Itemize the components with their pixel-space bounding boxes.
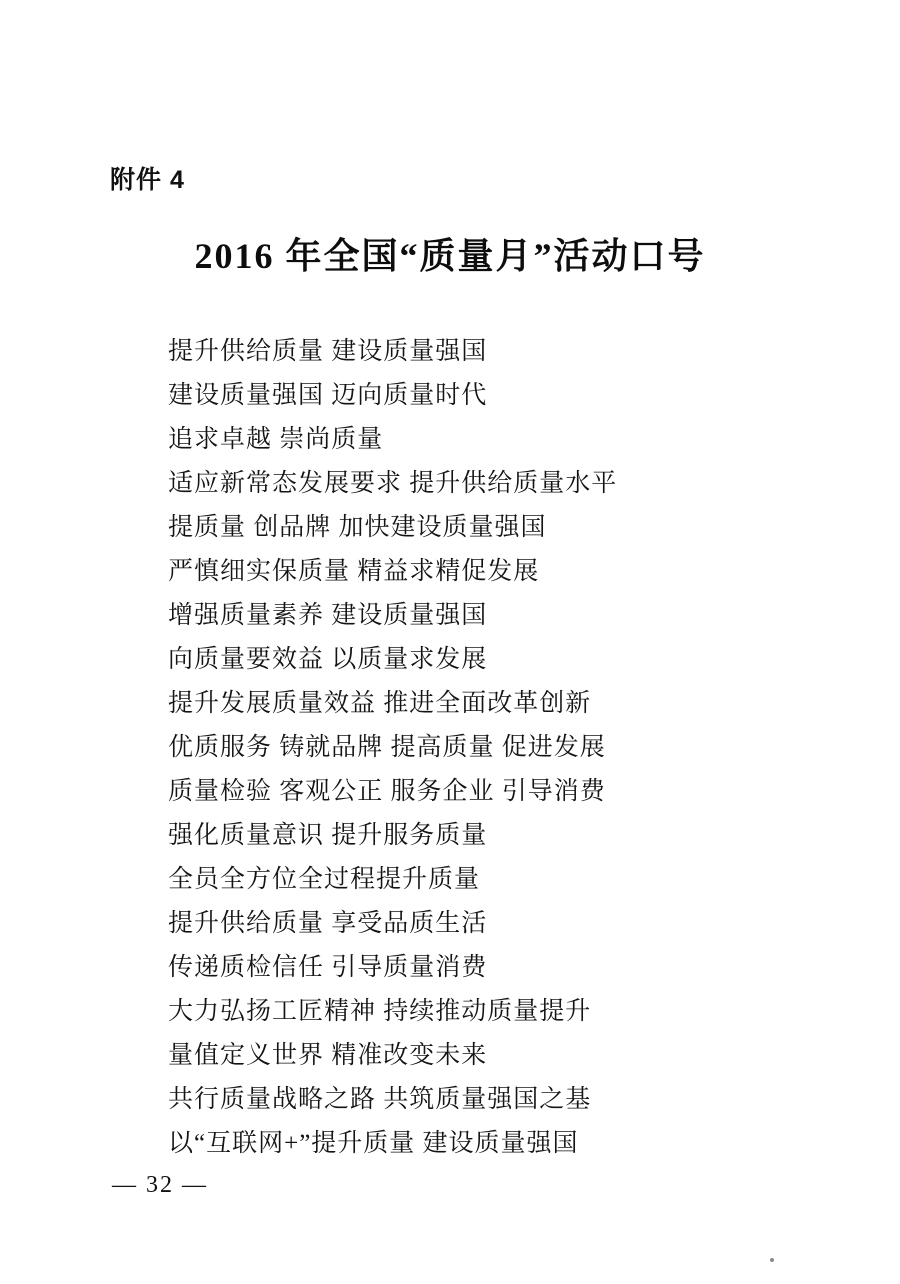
list-item: 提升供给质量 建设质量强国 — [168, 338, 488, 365]
slogan-list — [168, 330, 810, 1166]
list-item: 以“互联网+”提升质量 建设质量强国 — [168, 1130, 579, 1157]
list-item: 质量检验 客观公正 服务企业 引导消费 — [168, 778, 606, 805]
list-item: 向质量要效益 以质量求发展 — [168, 646, 488, 673]
page-title: 2016 年全国“质量月”活动口号 — [194, 236, 706, 276]
list-item: 提质量 创品牌 加快建设质量强国 — [168, 514, 547, 541]
attachment-label: 附件 4 — [110, 166, 185, 194]
list-item: 增强质量素养 建设质量强国 — [168, 602, 488, 629]
list-item: 提升供给质量 享受品质生活 — [168, 910, 488, 937]
list-item: 全员全方位全过程提升质量 — [168, 866, 481, 893]
list-item: 提升发展质量效益 推进全面改革创新 — [168, 690, 592, 717]
list-item: 共行质量战略之路 共筑质量强国之基 — [168, 1086, 592, 1113]
list-item: 量值定义世界 精准改变未来 — [168, 1042, 488, 1069]
list-item: 严慎细实保质量 精益求精促发展 — [168, 558, 540, 585]
list-item: 强化质量意识 提升服务质量 — [168, 822, 488, 849]
list-item: 传递质检信任 引导质量消费 — [168, 954, 488, 981]
scan-speck — [770, 1258, 774, 1262]
list-item: 建设质量强国 迈向质量时代 — [168, 382, 488, 409]
list-item: 优质服务 铸就品牌 提高质量 促进发展 — [168, 734, 606, 761]
list-item: 适应新常态发展要求 提升供给质量水平 — [168, 470, 618, 497]
list-item: 追求卓越 崇尚质量 — [168, 426, 384, 453]
page-number: — 32 — — [112, 1172, 208, 1198]
list-item: 大力弘扬工匠精神 持续推动质量提升 — [168, 998, 592, 1025]
